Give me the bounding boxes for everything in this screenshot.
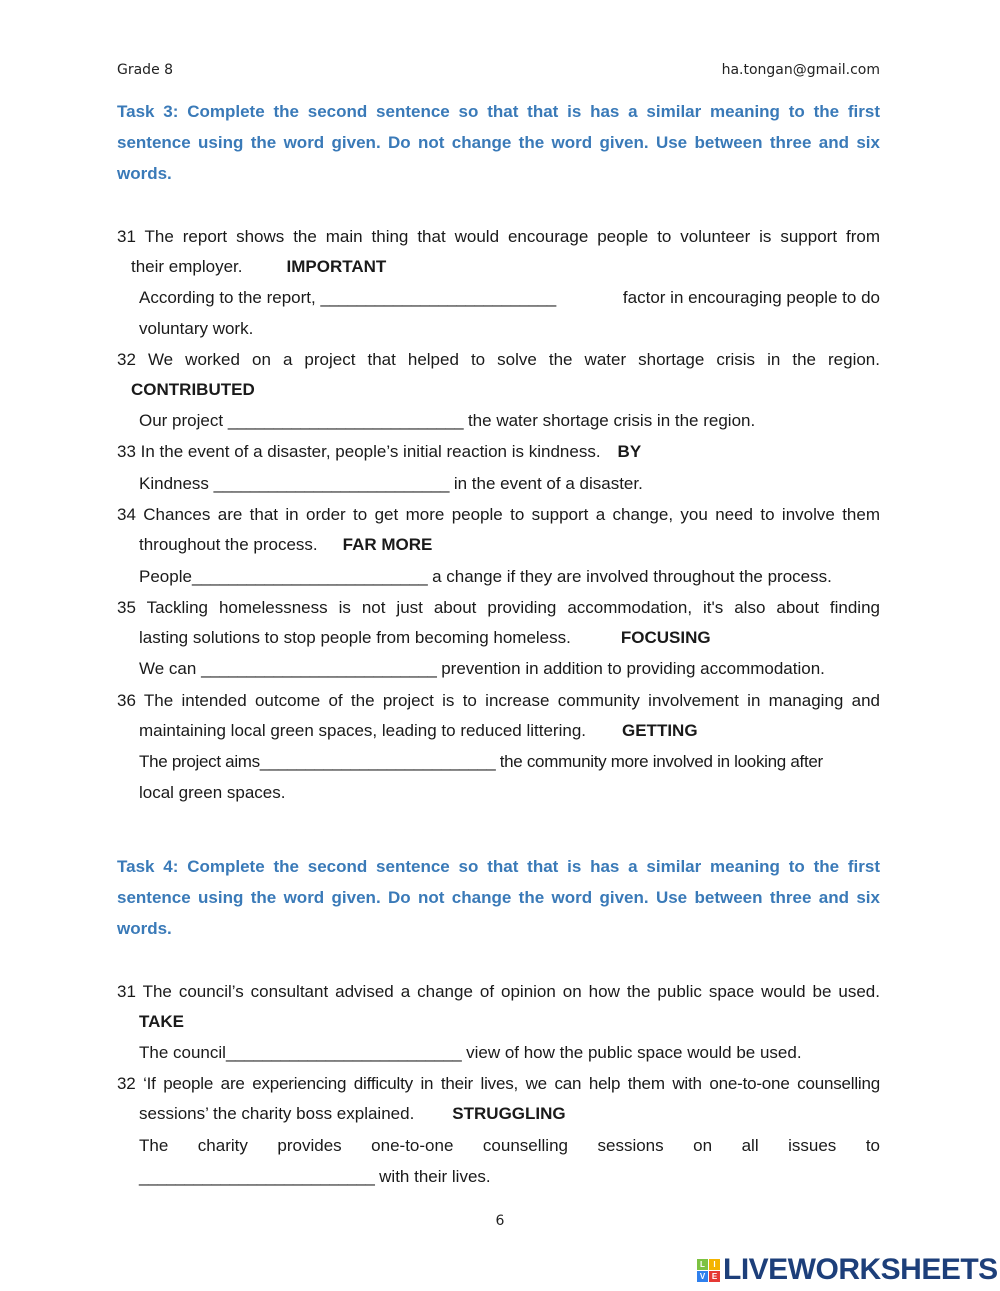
keyword: FOCUSING <box>620 628 711 647</box>
question-text: 31 The council’s consultant advised a change of opinion on how the public space would be used. <box>117 982 880 1001</box>
question-text: 31 The report shows the main thing that would encourage people to volunteer is support from <box>117 227 880 246</box>
answer-blank[interactable]: __________________________ <box>259 752 496 771</box>
keyword: STRUGGLING <box>452 1104 566 1123</box>
keyword: GETTING <box>622 721 698 740</box>
answer-suffix: view of how the public space would be used. <box>461 1043 802 1062</box>
question-text: 35 Tackling homelessness is not just about providing accommodation, it's also about finding <box>117 598 880 617</box>
answer-prefix: Our project <box>139 411 228 430</box>
answer-suffix: prevention in addition to providing accommodation. <box>436 659 825 678</box>
question-text: 33 In the event of a disaster, people’s initial reaction is kindness. <box>117 442 601 461</box>
answer-suffix: factor in encouraging people to do <box>622 288 880 307</box>
answer-suffix: local green spaces. <box>139 783 286 802</box>
answer-prefix: The charity provides one-to-one counselling sessions on all issues to <box>139 1136 880 1155</box>
keyword: IMPORTANT <box>286 257 387 276</box>
logo-text: LIVEWORKSHEETS <box>723 1253 998 1286</box>
task-title-line: words. <box>117 919 172 938</box>
answer-prefix: People <box>139 567 192 586</box>
page-number: 6 <box>495 1213 505 1229</box>
question-text: 32 We worked on a project that helped to solve the water shortage crisis in the region. <box>117 350 880 369</box>
answer-suffix: the community more involved in looking after <box>495 752 823 771</box>
answer-prefix: Kindness <box>139 474 214 493</box>
answer-blank[interactable]: __________________________ <box>320 288 556 307</box>
author-email: ha.tongan@gmail.com <box>721 62 880 78</box>
question-text: 36 The intended outcome of the project is to increase community involvement in managing and <box>117 691 880 710</box>
question-text: sessions’ the charity boss explained. <box>139 1104 415 1123</box>
answer-blank[interactable]: __________________________ <box>213 474 450 493</box>
question-text: their employer. <box>131 257 243 276</box>
answer-blank[interactable]: __________________________ <box>191 567 428 586</box>
answer-blank[interactable]: __________________________ <box>201 659 437 678</box>
question-text: maintaining local green spaces, leading to reduced littering. <box>139 721 586 740</box>
answer-suffix: voluntary work. <box>139 319 254 338</box>
answer-prefix: According to the report, <box>139 288 321 307</box>
answer-blank[interactable]: __________________________ <box>139 1167 375 1186</box>
answer-blank[interactable]: __________________________ <box>227 411 464 430</box>
answer-suffix: in the event of a disaster. <box>449 474 643 493</box>
grade-label: Grade 8 <box>117 62 174 78</box>
answer-prefix: We can <box>139 659 202 678</box>
answer-suffix: the water shortage crisis in the region. <box>463 411 756 430</box>
answer-prefix: The council <box>139 1043 226 1062</box>
question-text: 34 Chances are that in order to get more people to support a change, you need to involve them <box>117 505 880 524</box>
task-title-line: sentence using the word given. Do not change the word given. Use between three and six <box>117 133 880 152</box>
keyword: CONTRIBUTED <box>131 380 255 399</box>
task-title-line: Task 4: Complete the second sentence so that that is has a similar meaning to the first <box>117 857 880 876</box>
answer-suffix: a change if they are involved throughout the process. <box>427 567 832 586</box>
question-text: throughout the process. <box>139 535 318 554</box>
task-title-line: words. <box>117 164 172 183</box>
question-text: lasting solutions to stop people from becoming homeless. <box>139 628 571 647</box>
keyword: TAKE <box>139 1012 185 1031</box>
keyword: BY <box>617 442 642 461</box>
answer-prefix: The project aims <box>139 752 260 771</box>
liveworksheets-logo[interactable] <box>697 1254 998 1286</box>
keyword: FAR MORE <box>342 535 433 554</box>
task-title-line: sentence using the word given. Do not change the word given. Use between three and six <box>117 888 880 907</box>
question-text: 32 ‘If people are experiencing difficulty in their lives, we can help them with one-to-one counselling <box>117 1074 880 1093</box>
answer-suffix: with their lives. <box>374 1167 491 1186</box>
answer-blank[interactable]: __________________________ <box>225 1043 462 1062</box>
task-title-line: Task 3: Complete the second sentence so that that is has a similar meaning to the first <box>117 102 880 121</box>
live-blocks-icon: L I V E <box>697 1259 720 1282</box>
